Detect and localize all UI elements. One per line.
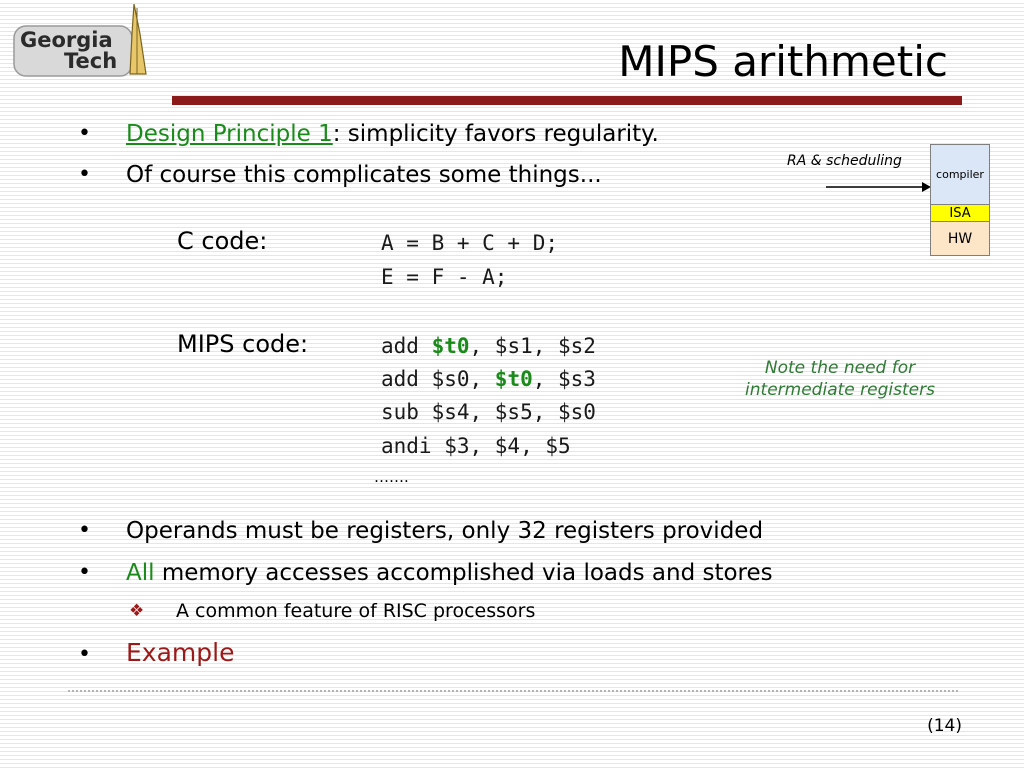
arrow-icon bbox=[826, 180, 932, 194]
page-number: (14) bbox=[927, 716, 962, 736]
logo-word-georgia: Georgia bbox=[20, 28, 113, 52]
mips-code-line-2 bbox=[381, 364, 596, 394]
bullet-icon: • bbox=[78, 642, 91, 667]
isa-layer: ISA bbox=[930, 204, 990, 222]
mips-line2-temp-reg: $t0 bbox=[494, 367, 533, 391]
c-code-label: C code: bbox=[177, 227, 268, 255]
hw-layer: HW bbox=[930, 221, 990, 256]
mips-line2-op: add $s0, bbox=[381, 367, 495, 391]
logo-word-tech: Tech bbox=[64, 49, 118, 73]
mips-code-ellipsis: ……. bbox=[374, 468, 409, 486]
mips-code-line-4: andi $3, $4, $5 bbox=[381, 434, 571, 458]
design-principle-link[interactable]: Design Principle 1 bbox=[126, 121, 333, 147]
c-code-line-1: A = B + C + D; bbox=[381, 231, 559, 255]
abstraction-stack bbox=[930, 144, 990, 256]
bullet-memory-accesses bbox=[126, 558, 773, 588]
bullet-icon: • bbox=[78, 162, 91, 187]
mips-line2-rest: , $s3 bbox=[532, 367, 596, 391]
mips-line1-op: add bbox=[381, 334, 432, 358]
bullet-icon: • bbox=[78, 560, 91, 585]
bullet-operands-registers: Operands must be registers, only 32 registers provided bbox=[126, 518, 764, 544]
slide-title: MIPS arithmetic bbox=[618, 37, 948, 86]
diamond-bullet-icon: ❖ bbox=[129, 601, 145, 621]
mips-code-line-3: sub $s4, $s5, $s0 bbox=[381, 400, 596, 424]
design-principle-text: : simplicity favors regularity. bbox=[332, 121, 659, 147]
bullet-icon: • bbox=[78, 518, 91, 543]
bullet-icon: • bbox=[78, 121, 91, 146]
mips-line1-rest: , $s1, $s2 bbox=[469, 334, 596, 358]
intermediate-registers-note: Note the need for intermediate registers bbox=[745, 358, 935, 400]
compiler-layer: compiler bbox=[930, 144, 990, 205]
memory-all-highlight: All bbox=[126, 560, 155, 586]
georgia-tech-logo bbox=[12, 4, 152, 82]
c-code-line-2: E = F - A; bbox=[381, 265, 508, 289]
mips-code-line-1 bbox=[381, 331, 596, 361]
bullet-design-principle bbox=[126, 119, 659, 149]
bullet-example[interactable]: Example bbox=[126, 638, 235, 667]
bullet-complicates: Of course this complicates some things... bbox=[126, 162, 602, 188]
title-underline-bar bbox=[172, 96, 962, 105]
mips-code-label: MIPS code: bbox=[177, 330, 309, 358]
memory-accesses-text: memory accesses accomplished via loads and stores bbox=[154, 560, 773, 586]
ra-scheduling-label: RA & scheduling bbox=[787, 153, 902, 169]
mips-line1-temp-reg: $t0 bbox=[431, 334, 470, 358]
footer-divider bbox=[68, 690, 958, 694]
sub-bullet-risc: A common feature of RISC processors bbox=[176, 600, 536, 622]
